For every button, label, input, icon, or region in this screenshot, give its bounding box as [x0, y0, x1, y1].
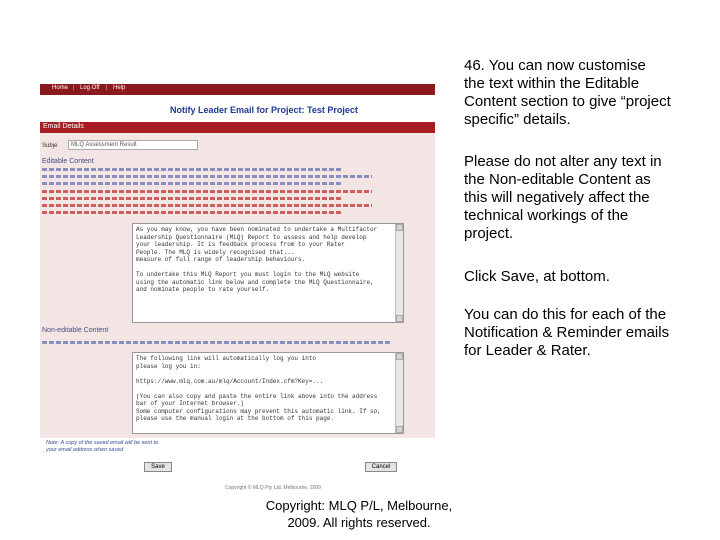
instruction-line — [42, 168, 342, 171]
instruction-line — [42, 341, 392, 344]
noneditable-scrollbar[interactable] — [395, 353, 403, 433]
nav-separator: | — [73, 85, 75, 91]
nav-home-link[interactable]: Home — [52, 85, 69, 91]
nav-logoff-link[interactable]: Log Off — [80, 85, 100, 91]
subject-input[interactable]: MLQ Assessment Result — [68, 140, 198, 150]
warning-line — [42, 190, 372, 193]
editable-scrollbar[interactable] — [395, 224, 403, 322]
noneditable-content-text: The following link will automatically log you into please log you in: https://www.mlq.com.au/mlq/Account/Index.cfm?Key=... (You can also copy and paste the entire link above into the address bar of your Internet browser.) Some computer configurations may prevent this automatic link. If so, please use the manual login at the bottom of this page. — [136, 355, 381, 422]
scroll-up-icon[interactable] — [396, 353, 403, 360]
instruction-line — [42, 182, 342, 185]
instruction-line — [42, 175, 372, 178]
save-button[interactable]: Save — [144, 462, 172, 472]
scroll-down-icon[interactable] — [396, 315, 403, 322]
app-footer: Copyright © MLQ Pty Ltd, Melbourne, 2009 — [225, 485, 321, 491]
noneditable-content-textarea — [132, 352, 404, 434]
editable-content-heading: Editable Content — [42, 158, 94, 165]
subject-label: Subje — [42, 143, 58, 149]
save-note: Note: A copy of the saved email will be sent to your email address when saved — [46, 440, 159, 453]
page-title: Notify Leader Email for Project: Test Project — [170, 105, 358, 115]
noneditable-content-heading: Non-editable Content — [42, 327, 109, 334]
section-title: Email Details — [43, 123, 84, 130]
instruction-warning: Please do not alter any text in the Non-editable Content as this will negatively affect the technical workings of the project. — [464, 153, 662, 242]
scroll-down-icon[interactable] — [396, 426, 403, 433]
section-header — [40, 122, 435, 133]
scroll-up-icon[interactable] — [396, 224, 403, 231]
warning-line — [42, 211, 342, 214]
editable-content-text: As you may know, you have been nominated to undertake a Multifactor Leadership Questionnaire (MLQ) Report to assess and help develop your leadership. It is feedback process from to your Rater People. The MLQ is widely recognised that... measure of full range of leadership behaviours. To undertake this MLQ Report you must login to the MLQ website using the automatic link below and complete the MLQ Questionnaire, and nominate people to rate yourself. — [136, 226, 378, 293]
warning-line — [42, 204, 372, 207]
top-nav-bar — [40, 84, 435, 95]
instruction-step-46: 46. You can now customise the text within the Editable Content section to give “project specific” details. — [464, 57, 671, 128]
nav-help-link[interactable]: Help — [113, 85, 126, 91]
editable-content-textarea[interactable] — [132, 223, 404, 323]
copyright-notice: Copyright: MLQ P/L, Melbourne, 2009. All rights reserved. — [265, 498, 453, 530]
instruction-repeat: You can do this for each of the Notification & Reminder emails for Leader & Rater. — [464, 306, 670, 359]
nav-separator: | — [106, 85, 108, 91]
warning-line — [42, 197, 342, 200]
cancel-button[interactable]: Cancel — [365, 462, 397, 472]
instruction-save: Click Save, at bottom. — [464, 268, 610, 285]
app-screenshot — [40, 80, 435, 495]
